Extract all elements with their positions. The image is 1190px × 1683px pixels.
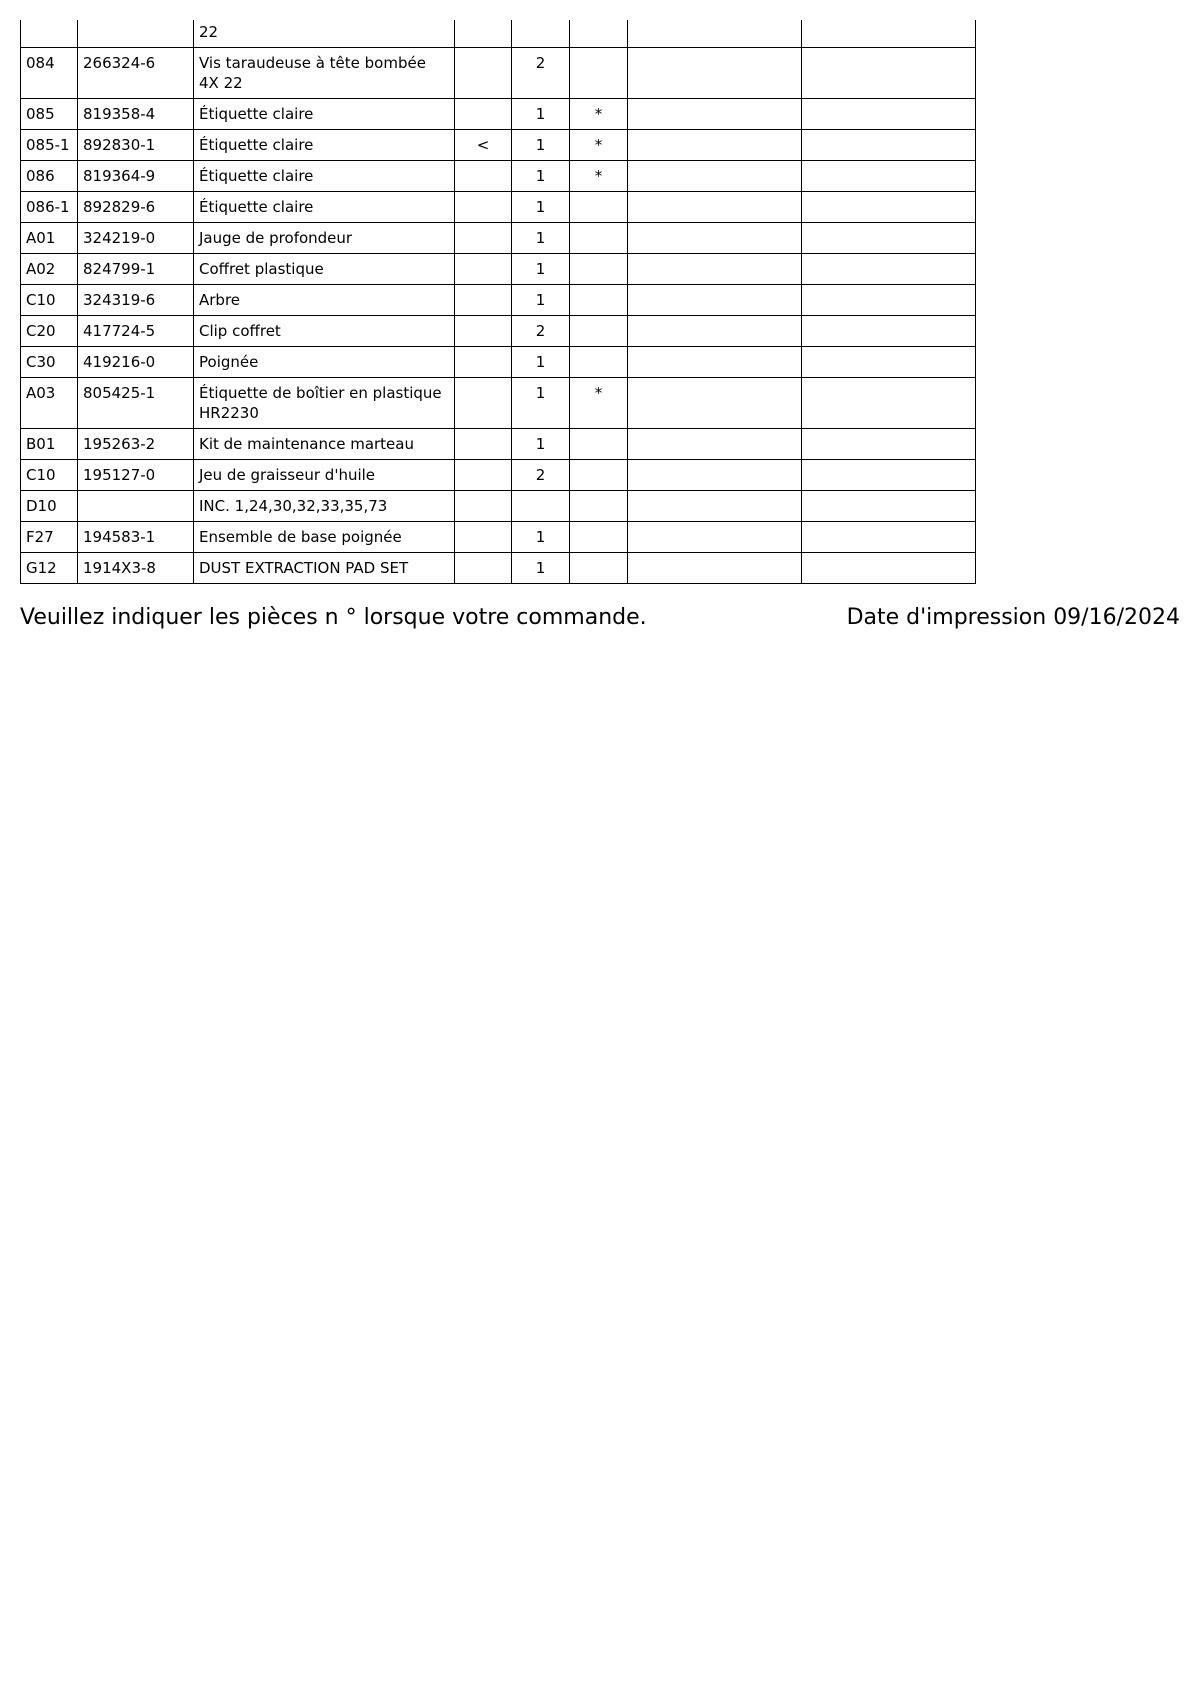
part-number-cell: 805425-1 xyxy=(78,378,194,429)
description-cell: Coffret plastique xyxy=(194,254,455,285)
marker-cell xyxy=(455,285,512,316)
note-star-cell xyxy=(570,48,628,99)
part-number-cell: 194583-1 xyxy=(78,522,194,553)
item-number-cell: A01 xyxy=(21,223,78,254)
blank-cell xyxy=(628,285,802,316)
parts-table xyxy=(20,20,976,584)
part-number-cell: 195127-0 xyxy=(78,460,194,491)
table-row xyxy=(21,491,976,522)
blank-cell xyxy=(802,553,976,584)
part-number-cell: 1914X3-8 xyxy=(78,553,194,584)
part-number-cell xyxy=(78,20,194,48)
table-row xyxy=(21,460,976,491)
blank-cell xyxy=(628,491,802,522)
table-row xyxy=(21,99,976,130)
table-row xyxy=(21,20,976,48)
blank-cell xyxy=(628,460,802,491)
table-row xyxy=(21,223,976,254)
table-row xyxy=(21,347,976,378)
quantity-cell xyxy=(512,20,570,48)
marker-cell xyxy=(455,429,512,460)
quantity-cell: 1 xyxy=(512,347,570,378)
part-number-cell: 819364-9 xyxy=(78,161,194,192)
note-star-cell: * xyxy=(570,161,628,192)
note-star-cell xyxy=(570,20,628,48)
description-cell: 22 xyxy=(194,20,455,48)
quantity-cell: 1 xyxy=(512,285,570,316)
quantity-cell: 1 xyxy=(512,161,570,192)
item-number-cell xyxy=(21,20,78,48)
marker-cell xyxy=(455,378,512,429)
blank-cell xyxy=(628,130,802,161)
description-cell: Ensemble de base poignée xyxy=(194,522,455,553)
blank-cell xyxy=(802,99,976,130)
blank-cell xyxy=(628,522,802,553)
item-number-cell: C20 xyxy=(21,316,78,347)
quantity-cell: 1 xyxy=(512,429,570,460)
blank-cell xyxy=(628,99,802,130)
blank-cell xyxy=(628,20,802,48)
description-cell: Étiquette claire xyxy=(194,130,455,161)
blank-cell xyxy=(628,161,802,192)
blank-cell xyxy=(628,316,802,347)
marker-cell: < xyxy=(455,130,512,161)
quantity-cell: 1 xyxy=(512,553,570,584)
note-star-cell xyxy=(570,192,628,223)
blank-cell xyxy=(628,48,802,99)
table-row xyxy=(21,316,976,347)
item-number-cell: 084 xyxy=(21,48,78,99)
table-row xyxy=(21,192,976,223)
part-number-cell: 819358-4 xyxy=(78,99,194,130)
blank-cell xyxy=(802,130,976,161)
note-star-cell: * xyxy=(570,378,628,429)
marker-cell xyxy=(455,192,512,223)
blank-cell xyxy=(628,223,802,254)
item-number-cell: G12 xyxy=(21,553,78,584)
note-star-cell xyxy=(570,522,628,553)
description-cell: Vis taraudeuse à tête bombée 4X 22 xyxy=(194,48,455,99)
blank-cell xyxy=(802,285,976,316)
item-number-cell: C10 xyxy=(21,285,78,316)
blank-cell xyxy=(628,553,802,584)
note-star-cell xyxy=(570,347,628,378)
part-number-cell: 892829-6 xyxy=(78,192,194,223)
table-row xyxy=(21,254,976,285)
part-number-cell: 417724-5 xyxy=(78,316,194,347)
quantity-cell: 1 xyxy=(512,192,570,223)
marker-cell xyxy=(455,20,512,48)
note-star-cell xyxy=(570,553,628,584)
description-cell: INC. 1,24,30,32,33,35,73 xyxy=(194,491,455,522)
table-row xyxy=(21,48,976,99)
description-cell: Arbre xyxy=(194,285,455,316)
item-number-cell: A03 xyxy=(21,378,78,429)
item-number-cell: D10 xyxy=(21,491,78,522)
blank-cell xyxy=(628,192,802,223)
description-cell: Clip coffret xyxy=(194,316,455,347)
blank-cell xyxy=(802,347,976,378)
blank-cell xyxy=(628,378,802,429)
part-number-cell xyxy=(78,491,194,522)
quantity-cell: 1 xyxy=(512,130,570,161)
note-star-cell: * xyxy=(570,130,628,161)
description-cell: Étiquette claire xyxy=(194,161,455,192)
quantity-cell: 2 xyxy=(512,316,570,347)
description-cell: Étiquette claire xyxy=(194,192,455,223)
note-star-cell xyxy=(570,223,628,254)
quantity-cell: 1 xyxy=(512,378,570,429)
item-number-cell: 085-1 xyxy=(21,130,78,161)
table-row xyxy=(21,522,976,553)
blank-cell xyxy=(628,347,802,378)
blank-cell xyxy=(802,522,976,553)
quantity-cell: 1 xyxy=(512,223,570,254)
print-date: Date d'impression 09/16/2024 xyxy=(846,605,1180,630)
description-cell: Kit de maintenance marteau xyxy=(194,429,455,460)
blank-cell xyxy=(802,378,976,429)
marker-cell xyxy=(455,254,512,285)
blank-cell xyxy=(628,254,802,285)
quantity-cell: 1 xyxy=(512,99,570,130)
blank-cell xyxy=(802,254,976,285)
marker-cell xyxy=(455,48,512,99)
table-row xyxy=(21,378,976,429)
item-number-cell: A02 xyxy=(21,254,78,285)
marker-cell xyxy=(455,316,512,347)
item-number-cell: B01 xyxy=(21,429,78,460)
part-number-cell: 324319-6 xyxy=(78,285,194,316)
table-row xyxy=(21,130,976,161)
item-number-cell: 085 xyxy=(21,99,78,130)
marker-cell xyxy=(455,347,512,378)
blank-cell xyxy=(802,161,976,192)
part-number-cell: 324219-0 xyxy=(78,223,194,254)
quantity-cell: 2 xyxy=(512,460,570,491)
blank-cell xyxy=(628,429,802,460)
note-star-cell xyxy=(570,254,628,285)
description-cell: Jauge de profondeur xyxy=(194,223,455,254)
marker-cell xyxy=(455,522,512,553)
part-number-cell: 195263-2 xyxy=(78,429,194,460)
note-star-cell xyxy=(570,429,628,460)
part-number-cell: 824799-1 xyxy=(78,254,194,285)
description-cell: Étiquette de boîtier en plastique HR2230 xyxy=(194,378,455,429)
item-number-cell: 086-1 xyxy=(21,192,78,223)
blank-cell xyxy=(802,429,976,460)
quantity-cell: 1 xyxy=(512,254,570,285)
note-star-cell xyxy=(570,460,628,491)
marker-cell xyxy=(455,553,512,584)
note-star-cell xyxy=(570,285,628,316)
blank-cell xyxy=(802,223,976,254)
blank-cell xyxy=(802,316,976,347)
table-row xyxy=(21,285,976,316)
blank-cell xyxy=(802,192,976,223)
description-cell: DUST EXTRACTION PAD SET xyxy=(194,553,455,584)
blank-cell xyxy=(802,48,976,99)
description-cell: Étiquette claire xyxy=(194,99,455,130)
item-number-cell: 086 xyxy=(21,161,78,192)
quantity-cell xyxy=(512,491,570,522)
note-star-cell xyxy=(570,491,628,522)
blank-cell xyxy=(802,460,976,491)
marker-cell xyxy=(455,223,512,254)
item-number-cell: C10 xyxy=(21,460,78,491)
note-star-cell: * xyxy=(570,99,628,130)
quantity-cell: 2 xyxy=(512,48,570,99)
description-cell: Poignée xyxy=(194,347,455,378)
table-row xyxy=(21,429,976,460)
order-note: Veuillez indiquer les pièces n ° lorsque votre commande. xyxy=(20,605,647,630)
part-number-cell: 892830-1 xyxy=(78,130,194,161)
marker-cell xyxy=(455,460,512,491)
description-cell: Jeu de graisseur d'huile xyxy=(194,460,455,491)
note-star-cell xyxy=(570,316,628,347)
marker-cell xyxy=(455,161,512,192)
blank-cell xyxy=(802,20,976,48)
marker-cell xyxy=(455,491,512,522)
table-row xyxy=(21,553,976,584)
item-number-cell: F27 xyxy=(21,522,78,553)
parts-table-body xyxy=(21,20,976,584)
blank-cell xyxy=(802,491,976,522)
quantity-cell: 1 xyxy=(512,522,570,553)
item-number-cell: C30 xyxy=(21,347,78,378)
table-row xyxy=(21,161,976,192)
marker-cell xyxy=(455,99,512,130)
part-number-cell: 266324-6 xyxy=(78,48,194,99)
part-number-cell: 419216-0 xyxy=(78,347,194,378)
